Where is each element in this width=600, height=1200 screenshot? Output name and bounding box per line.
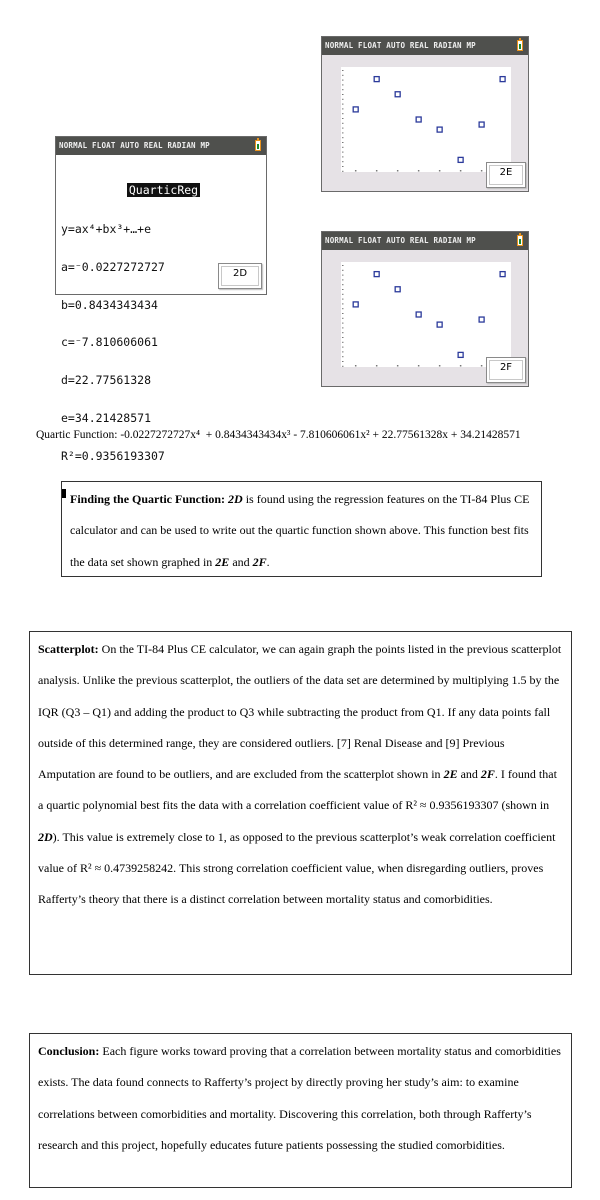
scatterplot-heading: Scatterplot: — [38, 642, 99, 656]
x-tick — [481, 170, 483, 172]
data-point — [500, 272, 505, 277]
data-point — [374, 77, 379, 82]
status-bar — [322, 232, 528, 250]
y-tick — [342, 294, 344, 295]
scatterplot-box: Scatterplot: On the TI-84 Plus CE calculator, we can again graph the points listed in the previous scatterplot analysis. Unlike the previous scatterplot, the outliers of the data set are determined by multiplying 1.5 by the IQR (Q3 – Q1) and adding the product to Q3 while subtracting the product from Q1. If any data points fall outside of this determined range, they are considered outliers. [7] Renal Disease and [9] Previous Amputation are found to be outliers, and are excluded from the scatterplot shown in 2E and 2F. I found that a quartic polynomial best fits the data with a correlation coefficient value of R² ≈ 0.9356193307 (shown in 2D). This value is extremely close to 1, as opposed to the previous scatterplot’s weak correlation coefficient value of R² ≈ 0.4739258242. This strong correlation coefficient value, when disregarding outliers, proves Rafferty’s theory that there is a distinct correlation between mortality status and comorbidities. — [29, 631, 572, 975]
data-point — [500, 77, 505, 82]
y-tick — [342, 89, 344, 90]
y-tick — [342, 70, 344, 71]
y-tick — [342, 323, 344, 324]
y-tick — [342, 366, 344, 367]
y-tick — [342, 351, 344, 352]
y-tick — [342, 299, 344, 300]
y-tick — [342, 318, 344, 319]
x-tick — [460, 170, 462, 172]
y-tick — [342, 171, 344, 172]
conclusion-heading: Conclusion: — [38, 1044, 100, 1058]
data-point — [353, 302, 358, 307]
data-point — [458, 352, 463, 357]
x-tick — [418, 365, 420, 367]
y-tick — [342, 347, 344, 348]
battery-icon — [517, 235, 523, 246]
y-tick — [342, 166, 344, 167]
y-tick — [342, 99, 344, 100]
status-text: NORMAL FLOAT AUTO REAL RADIAN MP — [325, 41, 476, 50]
y-tick — [342, 342, 344, 343]
y-tick — [342, 137, 344, 138]
conclusion-box — [29, 1033, 572, 1188]
figure-label-2d: 2D — [218, 263, 262, 289]
coefficient-a: a=⁻0.0227272727 — [61, 259, 165, 274]
y-tick — [342, 275, 344, 276]
y-tick — [342, 84, 344, 85]
y-tick — [342, 132, 344, 133]
y-tick — [342, 80, 344, 81]
conclusion-body: Each figure works toward proving that a correlation between mortality status and comorbidities exists. The data found connects to Rafferty’s project by directly proving her study’s aim: to examine correlations between comorbidities and mortality. Discovering this correlation, both through Rafferty’s research and this project, hopefully educates future patients possessing the studied comorbidities. — [38, 1044, 561, 1152]
y-tick — [342, 113, 344, 114]
battery-icon — [517, 40, 523, 51]
quartic-function-label: Quartic Function: — [36, 429, 118, 441]
quartic-function-term-2: + 0.8434343434x³ - 7.810606061x² + 22.77561328x + 34.21428571 — [205, 429, 521, 441]
y-tick — [342, 156, 344, 157]
data-point — [374, 272, 379, 277]
status-bar — [56, 137, 266, 155]
figure-label-2f: 2F — [486, 357, 526, 383]
quartic-function — [36, 429, 521, 441]
y-tick — [342, 161, 344, 162]
x-tick — [418, 170, 420, 172]
x-tick — [355, 170, 357, 172]
data-point — [395, 92, 400, 97]
coefficient-c: c=⁻7.810606061 — [61, 335, 158, 350]
calculator-screen-2e — [321, 36, 529, 192]
finding-quartic-box: Finding the Quartic Function: 2D is found using the regression features on the TI-84 Plus CE calculator and can be used to write out the quartic function shown above. This function best fits the data set shown graphed in 2E and 2F. — [61, 481, 542, 577]
figure-label-2e: 2E — [486, 162, 526, 188]
y-tick — [342, 308, 344, 309]
y-tick — [342, 108, 344, 109]
data-point — [458, 157, 463, 162]
x-tick — [376, 170, 378, 172]
data-point — [353, 107, 358, 112]
y-tick — [342, 327, 344, 328]
battery-icon — [255, 140, 261, 151]
y-tick — [342, 147, 344, 148]
coefficient-d: d=22.77561328 — [61, 373, 152, 388]
y-tick — [342, 142, 344, 143]
data-point — [395, 287, 400, 292]
y-tick — [342, 75, 344, 76]
regression-title: QuarticReg — [128, 183, 199, 198]
finding-heading: Finding the Quartic Function: — [70, 492, 226, 506]
coefficient-e: e=34.21428571 — [61, 410, 152, 425]
coefficient-b: b=0.8434343434 — [61, 297, 158, 312]
x-tick — [460, 365, 462, 367]
y-tick — [342, 104, 344, 105]
scatter-plot-2f — [341, 262, 511, 367]
y-tick — [342, 128, 344, 129]
y-tick — [342, 279, 344, 280]
y-tick — [342, 332, 344, 333]
y-tick — [342, 356, 344, 357]
x-tick — [439, 365, 441, 367]
y-tick — [342, 123, 344, 124]
y-tick — [342, 289, 344, 290]
y-tick — [342, 303, 344, 304]
scatter-plot-2e — [341, 67, 511, 172]
calculator-screen-2f — [321, 231, 529, 387]
data-point — [437, 127, 442, 132]
x-tick — [481, 365, 483, 367]
data-point — [416, 117, 421, 122]
r-squared: R²=0.9356193307 — [61, 448, 165, 463]
x-tick — [397, 365, 399, 367]
y-tick — [342, 284, 344, 285]
x-tick — [397, 170, 399, 172]
regression-equation: y=ax⁴+bx³+…+e — [61, 221, 152, 236]
y-tick — [342, 152, 344, 153]
data-point — [479, 317, 484, 322]
data-point — [479, 122, 484, 127]
regression-output — [56, 155, 266, 526]
y-tick — [342, 270, 344, 271]
data-point — [437, 322, 442, 327]
status-text: NORMAL FLOAT AUTO REAL RADIAN MP — [325, 236, 476, 245]
quartic-function-term-1: -0.0227272727x⁴ — [120, 429, 201, 441]
status-bar — [322, 37, 528, 55]
status-text: NORMAL FLOAT AUTO REAL RADIAN MP — [59, 141, 210, 150]
x-tick — [439, 170, 441, 172]
y-tick — [342, 361, 344, 362]
x-tick — [376, 365, 378, 367]
y-tick — [342, 94, 344, 95]
y-tick — [342, 265, 344, 266]
data-point — [416, 312, 421, 317]
x-tick — [355, 365, 357, 367]
y-tick — [342, 313, 344, 314]
y-tick — [342, 337, 344, 338]
y-tick — [342, 118, 344, 119]
